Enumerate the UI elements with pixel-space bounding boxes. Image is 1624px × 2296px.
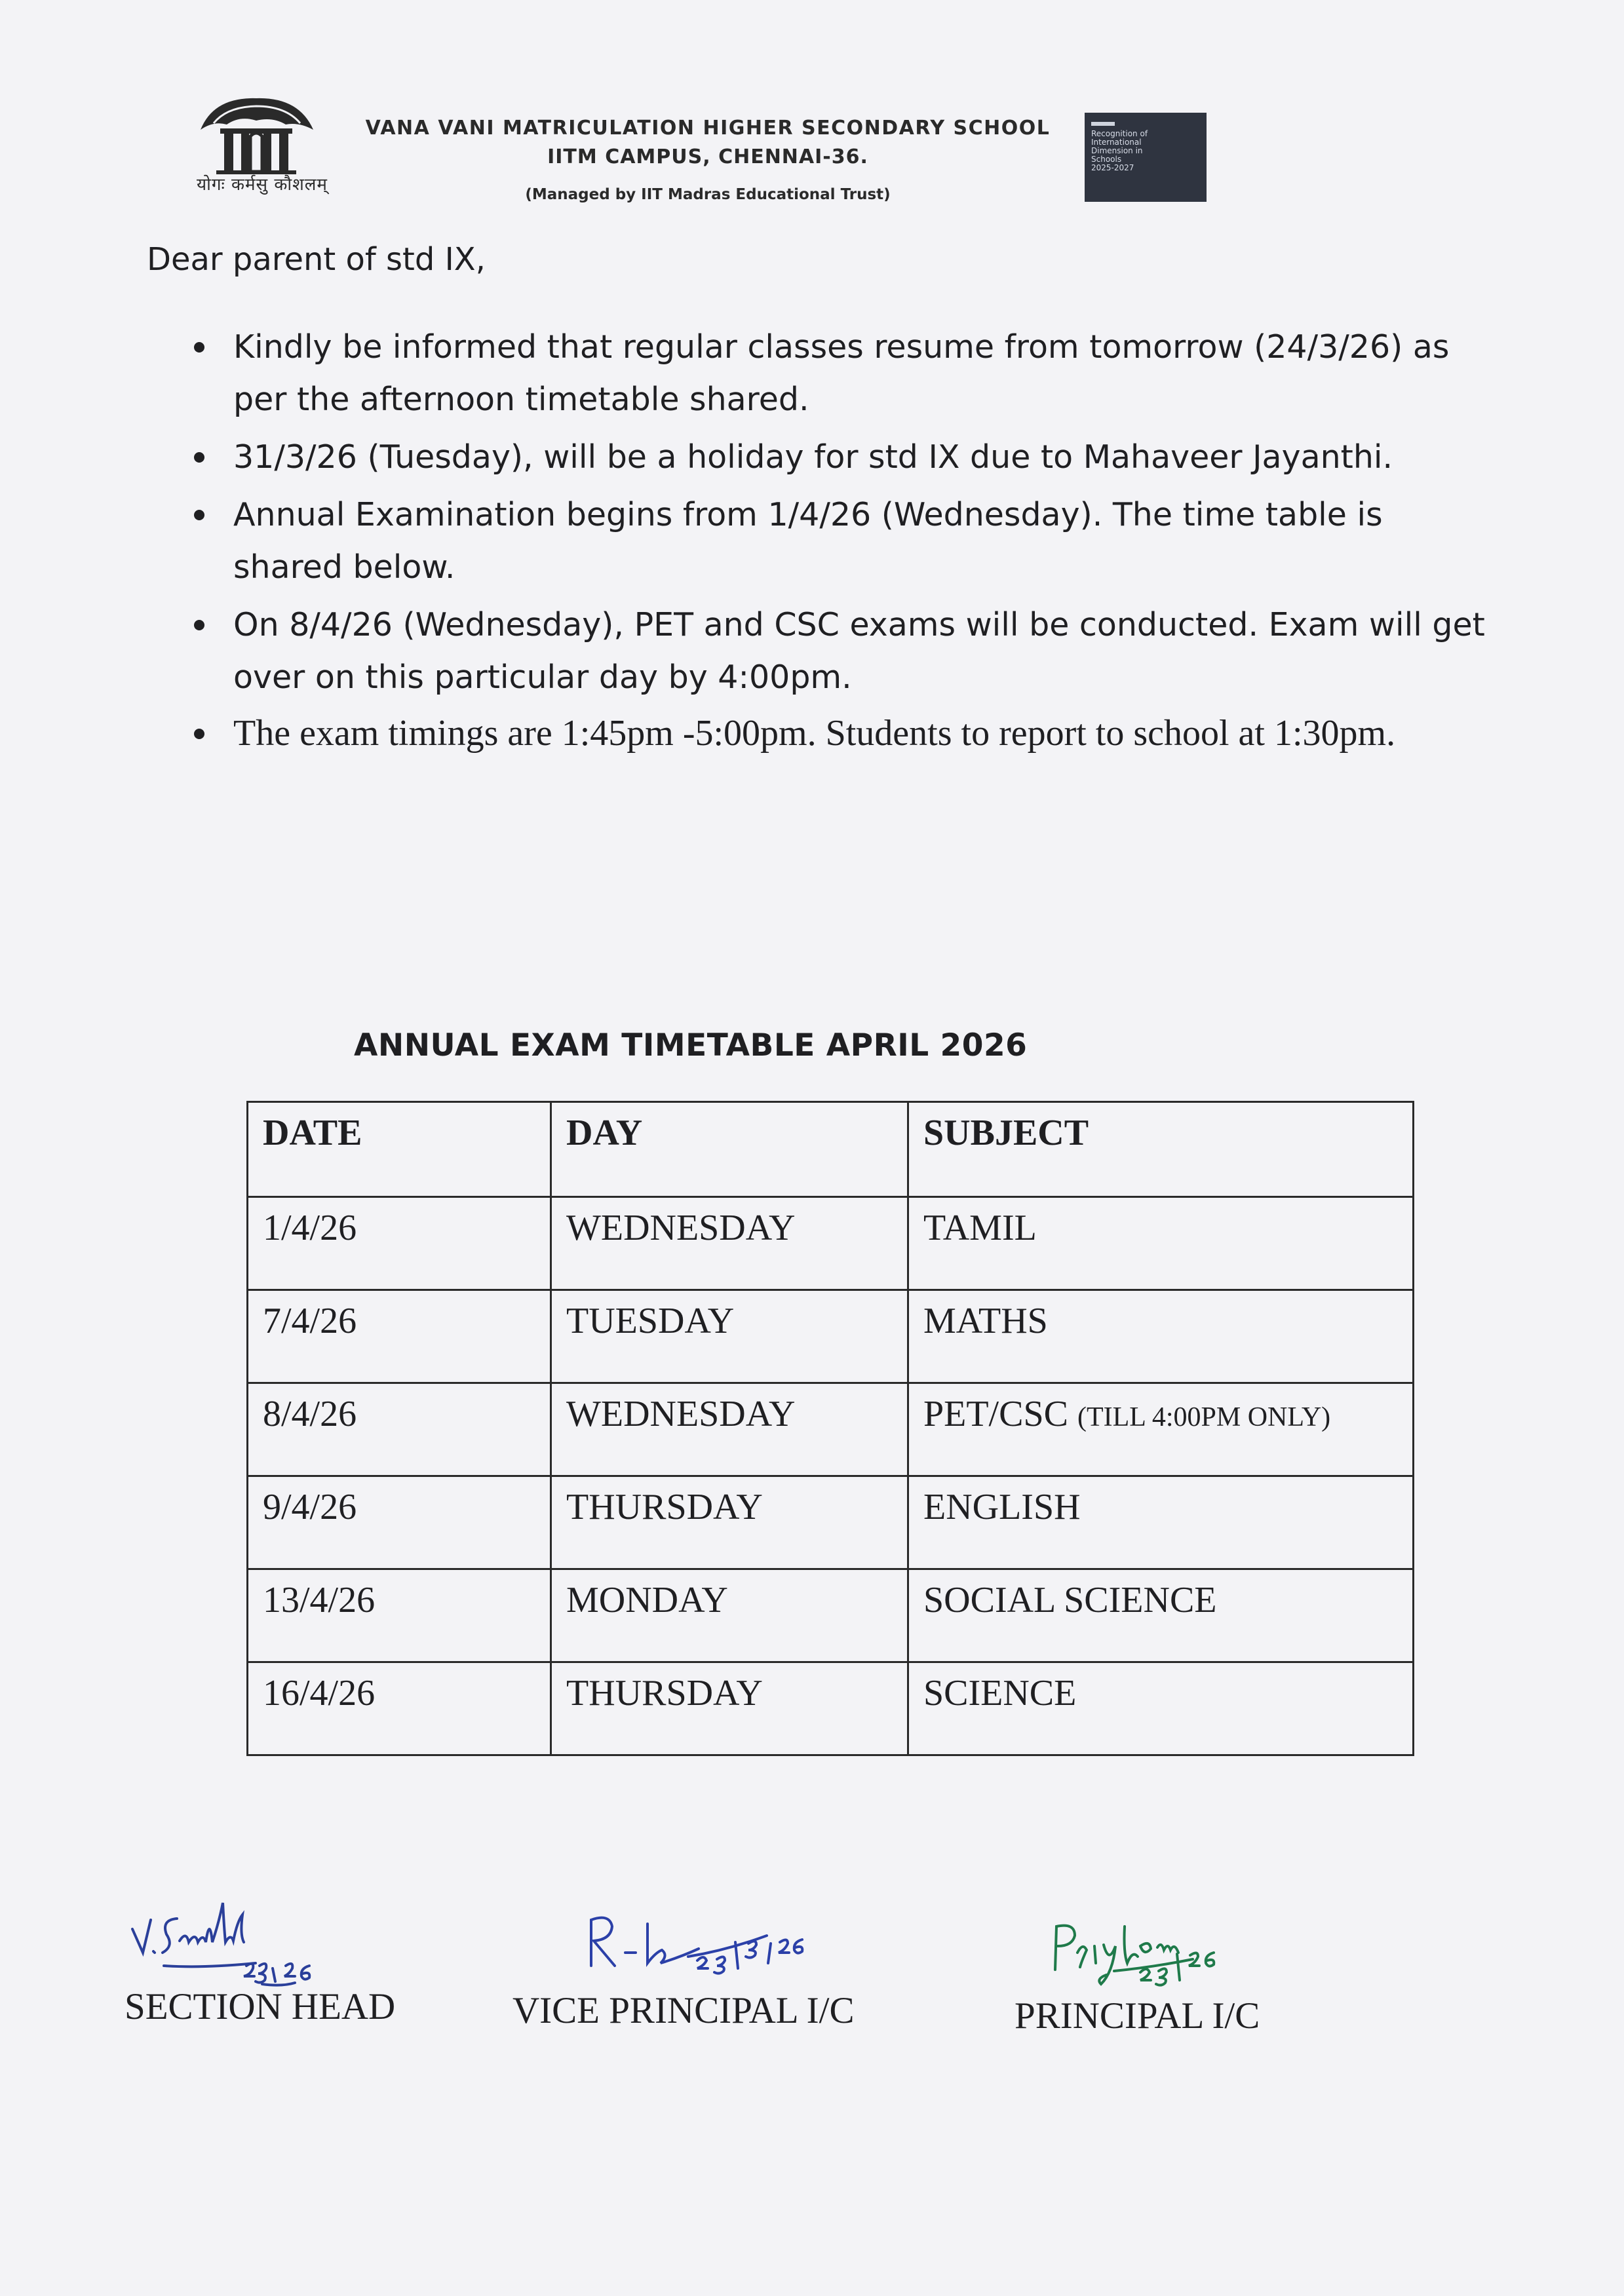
badge-line: Recognition of bbox=[1091, 129, 1148, 138]
cell-date: 13/4/26 bbox=[248, 1569, 551, 1662]
greeting: Dear parent of std IX, bbox=[147, 241, 486, 278]
cell-subject bbox=[908, 1197, 1414, 1290]
table-row bbox=[248, 1569, 1414, 1662]
table-row bbox=[248, 1290, 1414, 1383]
badge-line: Schools bbox=[1091, 155, 1122, 164]
subject-text: MATHS bbox=[923, 1301, 1048, 1341]
badge-logo-icon bbox=[1091, 122, 1115, 126]
section-head-signature bbox=[125, 1900, 387, 1999]
column-header-date: DATE bbox=[248, 1102, 551, 1197]
table-header-row bbox=[248, 1102, 1414, 1197]
cell-day: MONDAY bbox=[551, 1569, 908, 1662]
cell-subject bbox=[908, 1569, 1414, 1662]
notice-item: 31/3/26 (Tuesday), will be a holiday for std IX due to Mahaveer Jayanthi. bbox=[190, 431, 1494, 484]
cell-date: 9/4/26 bbox=[248, 1476, 551, 1569]
school-address: IITM CAMPUS, CHENNAI-36. bbox=[547, 145, 868, 168]
recognition-badge bbox=[1085, 113, 1207, 202]
vice-principal-signature bbox=[577, 1900, 865, 1985]
subject-text: ENGLISH bbox=[923, 1487, 1081, 1527]
cell-day: WEDNESDAY bbox=[551, 1197, 908, 1290]
cell-date: 8/4/26 bbox=[248, 1383, 551, 1476]
badge-line: Dimension in bbox=[1091, 146, 1143, 155]
cell-subject bbox=[908, 1290, 1414, 1383]
cell-subject bbox=[908, 1662, 1414, 1755]
notice-item: Annual Examination begins from 1/4/26 (Wednesday). The time table is shared below. bbox=[190, 489, 1494, 594]
subject-text: TAMIL bbox=[923, 1208, 1037, 1248]
table-row bbox=[248, 1662, 1414, 1755]
school-motto: योगः कर्मसु कौशलम् bbox=[197, 175, 328, 195]
table-row bbox=[248, 1476, 1414, 1569]
badge-line: 2025-2027 bbox=[1091, 163, 1134, 172]
notice-item: On 8/4/26 (Wednesday), PET and CSC exams will be conducted. Exam will get over on this particular day by 4:00pm. bbox=[190, 599, 1494, 704]
cell-subject bbox=[908, 1476, 1414, 1569]
principal-signature bbox=[1042, 1907, 1317, 1999]
cell-date: 16/4/26 bbox=[248, 1662, 551, 1755]
table-row bbox=[248, 1383, 1414, 1476]
cell-date: 1/4/26 bbox=[248, 1197, 551, 1290]
notice-item: Kindly be informed that regular classes resume from tomorrow (24/3/26) as per the afternoon timetable shared. bbox=[190, 321, 1494, 426]
cell-day: THURSDAY bbox=[551, 1662, 908, 1755]
exam-timetable bbox=[246, 1101, 1414, 1756]
timetable-title: ANNUAL EXAM TIMETABLE APRIL 2026 bbox=[354, 1027, 1028, 1063]
badge-line: International bbox=[1091, 138, 1142, 147]
cell-date: 7/4/26 bbox=[248, 1290, 551, 1383]
school-trust: (Managed by IIT Madras Educational Trust) bbox=[525, 186, 891, 203]
signatory-title: VICE PRINCIPAL I/C bbox=[512, 1990, 855, 2031]
cell-day: THURSDAY bbox=[551, 1476, 908, 1569]
signatory-title: SECTION HEAD bbox=[125, 1986, 396, 2027]
cell-day: TUESDAY bbox=[551, 1290, 908, 1383]
signatory-title: PRINCIPAL I/C bbox=[1015, 1995, 1260, 2037]
notice-list bbox=[190, 321, 1494, 763]
school-name: VANA VANI MATRICULATION HIGHER SECONDARY SCHOOL bbox=[365, 117, 1051, 140]
school-header bbox=[341, 115, 1075, 204]
column-header-day: DAY bbox=[551, 1102, 908, 1197]
subject-text: SOCIAL SCIENCE bbox=[923, 1580, 1217, 1620]
notice-item: The exam timings are 1:45pm -5:00pm. Students to report to school at 1:30pm. bbox=[190, 709, 1494, 757]
subject-note: (TILL 4:00PM ONLY) bbox=[1077, 1402, 1331, 1432]
cell-day: WEDNESDAY bbox=[551, 1383, 908, 1476]
column-header-subject: SUBJECT bbox=[908, 1102, 1414, 1197]
subject-text: SCIENCE bbox=[923, 1673, 1077, 1713]
cell-subject bbox=[908, 1383, 1414, 1476]
subject-text: PET/CSC bbox=[923, 1394, 1068, 1434]
table-row bbox=[248, 1197, 1414, 1290]
